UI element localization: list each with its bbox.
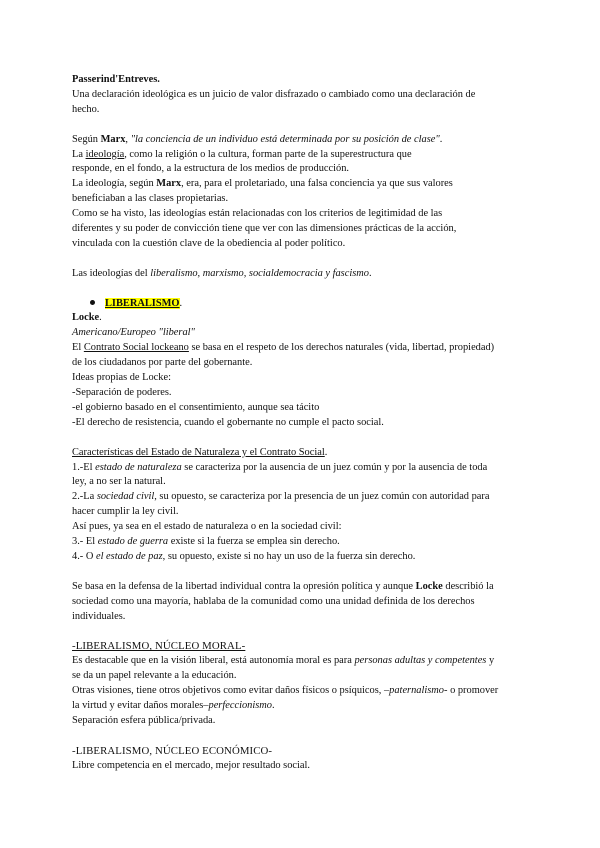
idea-item: -El derecho de resistencia, cuando el gobernante no cumple el pacto social. [72, 416, 384, 428]
spacer [72, 729, 532, 744]
liberalismo-highlight: LIBERALISMO [105, 297, 180, 309]
spacer [72, 565, 532, 580]
marx-ideology-line: La ideología, como la religión o la cultura, forman parte de la superestructura que [72, 148, 412, 160]
liberalismo-subtitle: Americano/Europeo "liberal" [72, 327, 195, 339]
marx-line-6: diferentes y su poder de convicción tiene que ver con las dimensiones prácticas de la acción, [72, 223, 457, 235]
estado-item-4: 4.- O el estado de paz, su opuesto, existe si no hay un uso de la fuerza sin derecho. [72, 550, 416, 562]
estado-item-1-line-2: ley, a no ser la natural. [72, 476, 166, 488]
moral-line-1: Es destacable que en la visión liberal, está autonomía moral es para personas adultas y competentes y [72, 655, 495, 667]
contract-line-2: de los ciudadanos por parte del gobernante. [72, 357, 253, 369]
defensa-line-3: individuales. [72, 610, 126, 622]
liberalismo-bullet: LIBERALISMO. [72, 297, 532, 312]
moral-line-3: Otras visiones, tiene otros objetivos como evitar daños físicos o psíquicos, –paternalismo- o promover [72, 685, 499, 697]
economico-title: -LIBERALISMO, NÚCLEO ECONÓMICO- [72, 744, 273, 757]
estado-item-3: 3.- El estado de guerra existe si la fuerza se emplea sin derecho. [72, 536, 340, 548]
bullet-icon [90, 300, 95, 305]
ideas-title: Ideas propias de Locke: [72, 372, 171, 384]
spacer [72, 431, 532, 446]
estado-asi: Así pues, ya sea en el estado de naturaleza o en la sociedad civil: [72, 521, 342, 533]
spacer [72, 624, 532, 639]
estado-item-2: 2.-La sociedad civil, su opuesto, se caracteriza por la presencia de un juez común con autoridad para [72, 491, 490, 503]
intro-line-2: hecho. [72, 103, 100, 115]
idea-item: -Separación de poderes. [72, 386, 172, 398]
defensa-line-1: Se basa en la defensa de la libertad individual contra la opresión política y aunque Locke describió la [72, 580, 494, 592]
ideologies-line: Las ideologías del liberalismo, marxismo, socialdemocracia y fascismo. [72, 267, 372, 279]
contract-line-1: El Contrato Social lockeano se basa en el respeto de los derechos naturales (vida, libertad, propiedad) [72, 342, 495, 354]
marx-quote-line: Según Marx, "la conciencia de un individuo está determinada por su posición de clase". [72, 133, 443, 145]
marx-line-5: Como se ha visto, las ideologías están relacionadas con los criterios de legitimidad de las [72, 208, 443, 220]
marx-line-3: La ideología, según Marx, era, para el proletariado, una falsa conciencia ya que sus valores [72, 178, 453, 190]
marx-line-4: beneficiaban a las clases propietarias. [72, 193, 229, 205]
idea-item: -el gobierno basado en el consentimiento, aunque sea tácito [72, 401, 320, 413]
locke-heading: Locke. [72, 312, 102, 324]
estado-item-1: 1.-El estado de naturaleza se caracteriza por la ausencia de un juez común y por la ausencia de toda [72, 461, 488, 473]
moral-line-4: la virtud y evitar daños morales–perfeccionismo. [72, 699, 275, 711]
estado-title: Características del Estado de Naturaleza y el Contrato Social. [72, 446, 328, 458]
document-page [72, 73, 532, 773]
economico-line-1: Libre competencia en el mercado, mejor resultado social. [72, 759, 311, 771]
estado-item-2-line-2: hacer cumplir la ley civil. [72, 506, 179, 518]
spacer [72, 252, 532, 267]
defensa-line-2: sociedad como una mayoría, hablaba de la comunidad como una unidad definida de los derechos [72, 595, 475, 607]
moral-line-2: se da un papel relevante a la educación. [72, 670, 237, 682]
document-heading: Passerind'Entreves. [72, 74, 160, 85]
moral-title: -LIBERALISMO, NÚCLEO MORAL- [72, 640, 246, 653]
spacer [72, 118, 532, 133]
moral-line-5: Separación esfera pública/privada. [72, 714, 216, 726]
intro-line-1: Una declaración ideológica es un juicio de valor disfrazado o cambiado como una declaración de [72, 88, 476, 100]
spacer [72, 282, 532, 297]
marx-line-2: responde, en el fondo, a la estructura de los medios de producción. [72, 163, 349, 175]
marx-line-7: vinculada con la cuestión clave de la obediencia al poder político. [72, 237, 346, 249]
